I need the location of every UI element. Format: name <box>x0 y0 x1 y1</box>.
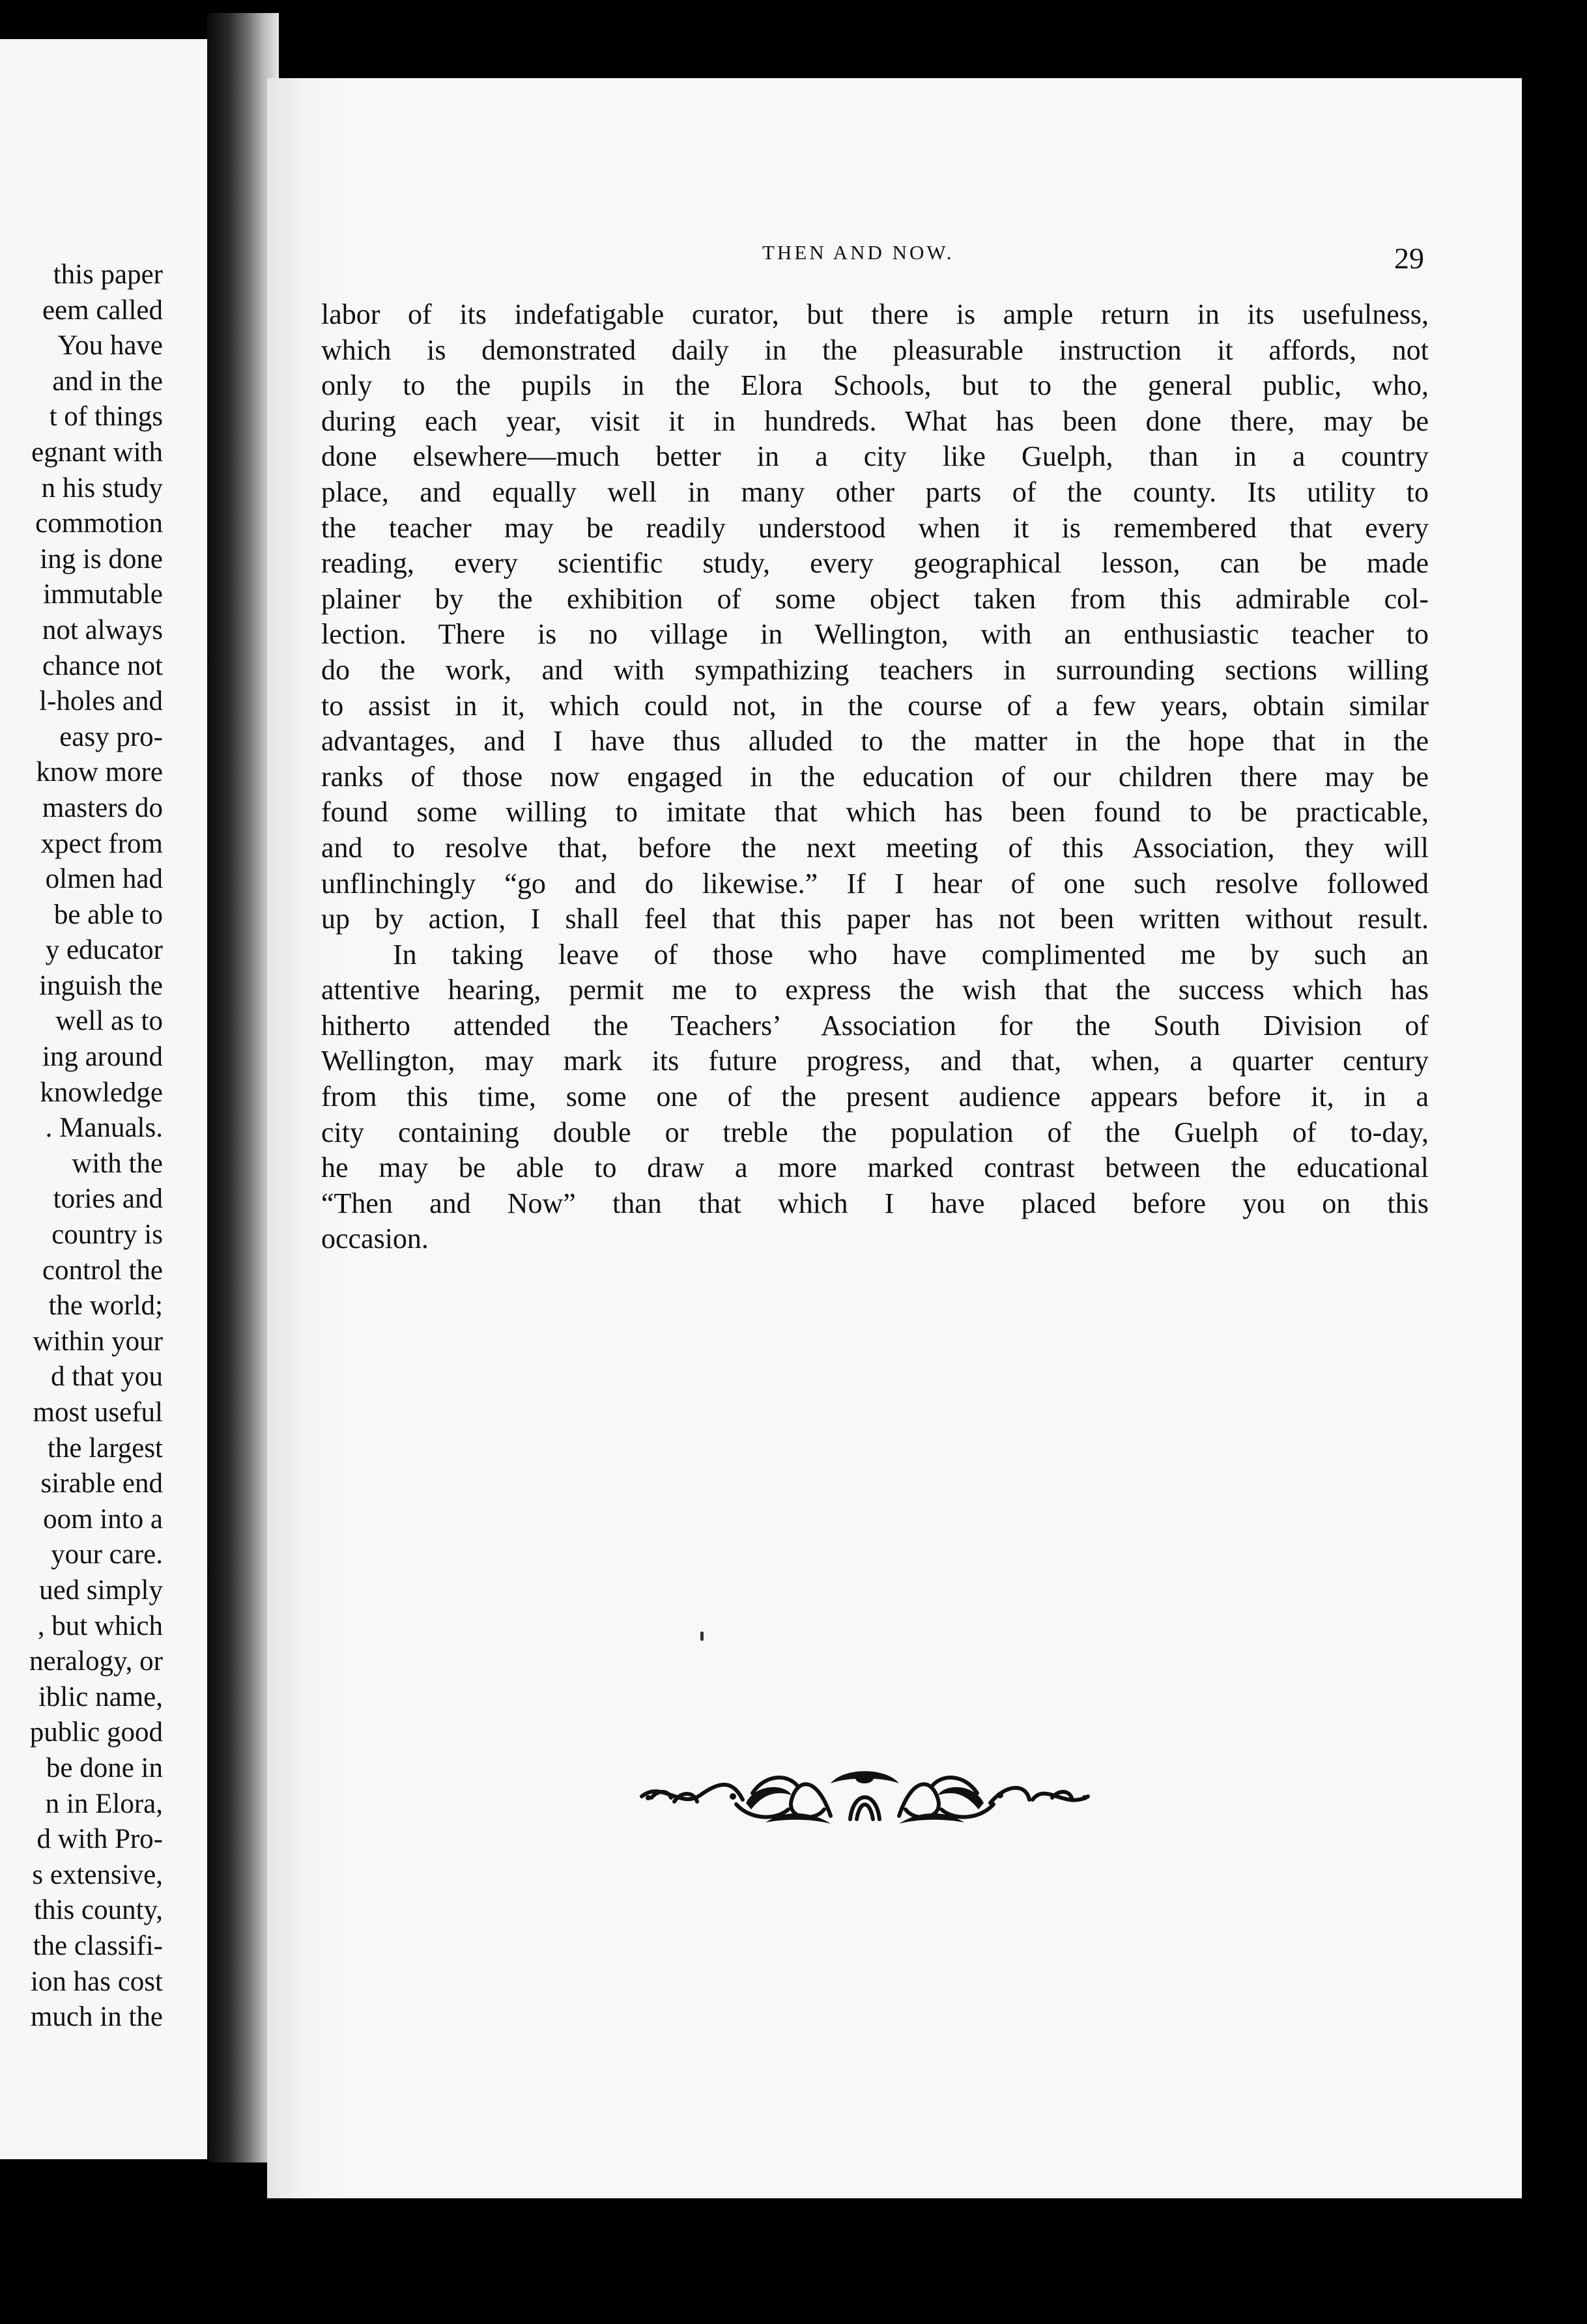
facing-line: olmen had <box>45 864 163 895</box>
facing-line: know more <box>36 757 163 788</box>
text-line: which is demonstrated daily in the pleasurable instruction it affords, not <box>321 333 1429 366</box>
text-line: from this time, some one of the present audience appears before it, in a <box>321 1081 1429 1113</box>
text-line: “Then and Now” than that which I have placed before you on this <box>321 1187 1429 1219</box>
text-line: attentive hearing, permit me to express the wish that the success which has <box>321 974 1429 1006</box>
text-line: In taking leave of those who have complimented me by such an <box>393 938 1429 971</box>
facing-line: your care. <box>51 1539 163 1570</box>
facing-line: l-holes and <box>39 686 163 717</box>
facing-line: neralogy, or <box>29 1646 163 1677</box>
facing-line: be able to <box>53 899 163 930</box>
facing-line: knowledge <box>40 1077 163 1108</box>
facing-line: inguish the <box>39 970 163 1001</box>
facing-line: egnant with <box>31 436 163 468</box>
facing-line: ued simply <box>39 1574 163 1606</box>
facing-line: t of things <box>49 401 163 432</box>
text-line: to assist in it, which could not, in the course of a few years, obtain similar <box>321 689 1429 722</box>
facing-page-left <box>0 39 207 2159</box>
facing-line: sirable end <box>40 1468 163 1499</box>
text-line: done elsewhere—much better in a city like Guelph, than in a country <box>321 440 1429 473</box>
facing-line: d with Pro- <box>36 1824 163 1855</box>
text-line: place, and equally well in many other parts of the county. Its utility to <box>321 475 1429 508</box>
facing-line: eem called <box>42 294 163 326</box>
facing-line: n in Elora, <box>45 1788 163 1819</box>
facing-line: country is <box>51 1219 163 1251</box>
text-line: up by action, I shall feel that this paper has not been written without result. <box>321 903 1429 935</box>
text-line: the teacher may be readily understood when it is remembered that every <box>321 511 1429 544</box>
facing-line: be done in <box>46 1752 163 1783</box>
facing-line: n his study <box>41 472 163 503</box>
facing-line: the largest <box>47 1432 163 1464</box>
facing-line: You have <box>57 330 163 361</box>
text-line: do the work, and with sympathizing teachers in surrounding sections willing <box>321 653 1429 686</box>
facing-line: within your <box>33 1325 163 1357</box>
facing-line: chance not <box>42 650 163 681</box>
facing-line: ing around <box>42 1042 163 1073</box>
facing-line: commotion <box>35 508 163 539</box>
text-line: during each year, visit it in hundreds. What has been done there, may be <box>321 404 1429 437</box>
body-text <box>321 297 1429 1257</box>
text-line: lection. There is no village in Wellington, with an enthusiastic teacher to <box>321 618 1429 651</box>
facing-line: iblic name, <box>38 1681 163 1712</box>
text-line: city containing double or treble the population of the Guelph of to-day, <box>321 1116 1429 1148</box>
facing-line: , but which <box>37 1610 163 1641</box>
text-line: he may be able to draw a more marked contrast between the educational <box>321 1152 1429 1184</box>
facing-line: y educator <box>45 935 163 966</box>
facing-line: and in the <box>52 365 163 397</box>
facing-line: not always <box>42 614 163 645</box>
facing-line: much in the <box>30 2002 163 2033</box>
facing-line: ion has cost <box>30 1966 163 1997</box>
facing-line: with the <box>72 1148 163 1179</box>
facing-line: well as to <box>55 1006 163 1037</box>
facing-line: this paper <box>53 259 163 290</box>
facing-line: public good <box>29 1717 163 1748</box>
facing-line: the classifi- <box>33 1930 163 1961</box>
paragraph-1 <box>321 297 1429 937</box>
facing-line: ing is done <box>40 543 163 574</box>
facing-line: most useful <box>33 1397 163 1428</box>
text-line: ranks of those now engaged in the education of our children there may be <box>321 760 1429 793</box>
text-line: only to the pupils in the Elora Schools, but to the general public, who, <box>321 369 1429 402</box>
facing-line: s extensive, <box>32 1859 163 1890</box>
page-number: 29 <box>1394 242 1424 275</box>
text-line: hitherto attended the Teachers’ Association for the South Division of <box>321 1009 1429 1042</box>
facing-line: masters do <box>42 792 163 823</box>
paragraph-2 <box>321 937 1429 1257</box>
facing-line: the world; <box>48 1290 163 1322</box>
text-line: reading, every scientific study, every geographical lesson, can be made <box>321 547 1429 580</box>
facing-line: control the <box>42 1254 163 1286</box>
text-line: labor of its indefatigable curator, but there is ample return in its usefulness, <box>321 298 1429 330</box>
ink-speck <box>700 1632 704 1641</box>
facing-line: oom into a <box>43 1503 163 1535</box>
text-line: Wellington, may mark its future progress, and that, when, a quarter century <box>321 1045 1429 1077</box>
tailpiece-ornament-icon <box>635 1764 1094 1829</box>
text-line: unflinchingly “go and do likewise.” If I hear of one such resolve followed <box>321 867 1429 900</box>
facing-line: tories and <box>53 1183 163 1215</box>
text-line: found some willing to imitate that which has been found to be practicable, <box>321 796 1429 829</box>
facing-line: this county, <box>34 1895 163 1926</box>
facing-line: immutable <box>43 579 163 610</box>
facing-line: xpect from <box>40 828 163 859</box>
facing-line: easy pro- <box>59 721 163 752</box>
facing-line: d that you <box>51 1361 163 1393</box>
text-line: plainer by the exhibition of some object taken from this admirable col- <box>321 582 1429 615</box>
facing-page-text <box>29 257 163 2035</box>
text-line: and to resolve that, before the next meeting of this Association, they will <box>321 831 1429 864</box>
text-line: occasion. <box>321 1223 429 1255</box>
running-head: THEN AND NOW. <box>762 241 954 264</box>
text-line: advantages, and I have thus alluded to the matter in the hope that in the <box>321 725 1429 758</box>
facing-line: . Manuals. <box>45 1112 163 1144</box>
